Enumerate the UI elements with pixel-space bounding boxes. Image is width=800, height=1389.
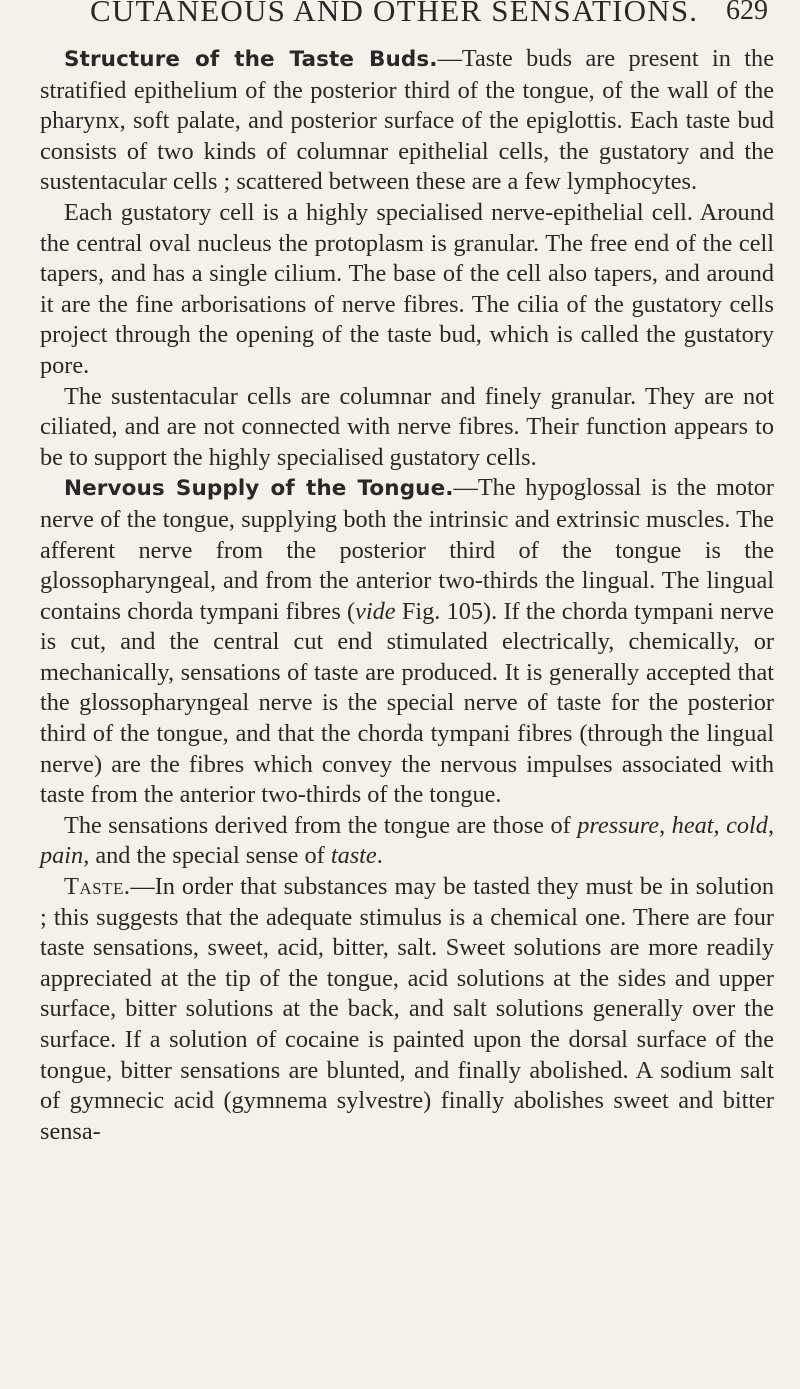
paragraph-taste: [40, 872, 774, 1147]
paragraph-text: The sustentacular cells are columnar and finely granular. They are not ciliated, and are not connected with nerve fibres. Their function appears to be to support the highly specialised gustatory cells.: [40, 382, 774, 471]
italic-taste: taste: [330, 842, 377, 870]
paragraph-text: The sensations derived from the tongue are those of: [64, 811, 578, 839]
separator: ,: [659, 811, 672, 839]
italic-heat: heat: [671, 811, 714, 839]
paragraph-text: —The hypoglossal is the motor nerve of the tongue, supplying both the intrinsic and extrinsic muscles. The afferent nerve from the posterior third of the tongue is the glossopharyngeal, and from the anterior two-thirds the lingual. The lingual contains chorda tympani fibres (: [40, 474, 774, 625]
italic-cold: cold: [726, 811, 768, 839]
page-number: 629: [726, 0, 768, 26]
italic-pain: pain: [40, 842, 84, 870]
paragraph-text: —Taste buds are present in the stratified epithelium of the posterior third of the tongue, of the wall of the pharynx, soft palate, and posterior surface of the epiglottis. Each taste bud consists of two kinds of columnar epithelial cells, the gustatory and the sustentacular cells ; scattered between these are a few lymphocytes.: [40, 45, 774, 196]
paragraph-gustatory-cell: [40, 198, 774, 382]
body-text: [40, 44, 774, 1147]
section-heading-nervous-supply: Nervous Supply of the Tongue.: [64, 476, 454, 502]
paragraph-nervous-supply: [40, 473, 774, 811]
paragraph-end: .: [376, 842, 383, 870]
paragraph-text: Fig. 105). If the chorda tympani nerve is cut, and the central cut end stimulated electrically, chemically, or mechanically, sensations of taste are produced. It is generally accepted that the glossopharyngeal nerve is the special nerve of taste for the posterior third of the tongue, and that the chorda tympani fibres (through the lingual nerve) are the fibres which convey the nervous impulses associated with taste from the anterior two-thirds of the tongue.: [40, 597, 774, 809]
italic-vide: vide: [355, 597, 396, 625]
separator: ,: [767, 811, 775, 839]
paragraph-taste-bud-structure: [40, 44, 774, 198]
section-heading-taste: Taste.: [64, 873, 131, 901]
running-head: [40, 0, 774, 44]
italic-pressure: pressure: [577, 811, 660, 839]
paragraph-text: , and the special sense of: [83, 842, 331, 870]
paragraph-text: Each gustatory cell is a highly specialised nerve-epithelial cell. Around the central oval nucleus the protoplasm is granular. The free end of the cell tapers, and has a single cilium. The base of the cell also tapers, and around it are the fine arborisations of nerve fibres. The cilia of the gustatory cells project through the opening of the taste bud, which is called the gustatory pore.: [40, 198, 774, 379]
paragraph-sustentacular-cells: [40, 382, 774, 474]
section-heading-taste-buds: Structure of the Taste Buds.: [64, 47, 438, 72]
paragraph-text: —In order that substances may be tasted they must be in solution ; this suggests that the adequate stimulus is a chemical one. There are four taste sensations, sweet, acid, bitter, salt. Sweet solutions are more readily appreciated at the tip of the tongue, acid solutions at the sides and upper surface, bitter solutions at the back, and salt solutions generally over the surface. If a solution of cocaine is painted upon the dorsal surface of the tongue, bitter sensations are blunted, and finally abolished. A sodium salt of gymnecic acid (gymnema sylvestre) finally abolishes sweet and bitter sensa-: [40, 873, 774, 1145]
paragraph-tongue-sensations: [40, 811, 774, 872]
running-title: CUTANEOUS AND OTHER SENSATIONS.: [90, 0, 699, 28]
separator: ,: [713, 811, 727, 839]
